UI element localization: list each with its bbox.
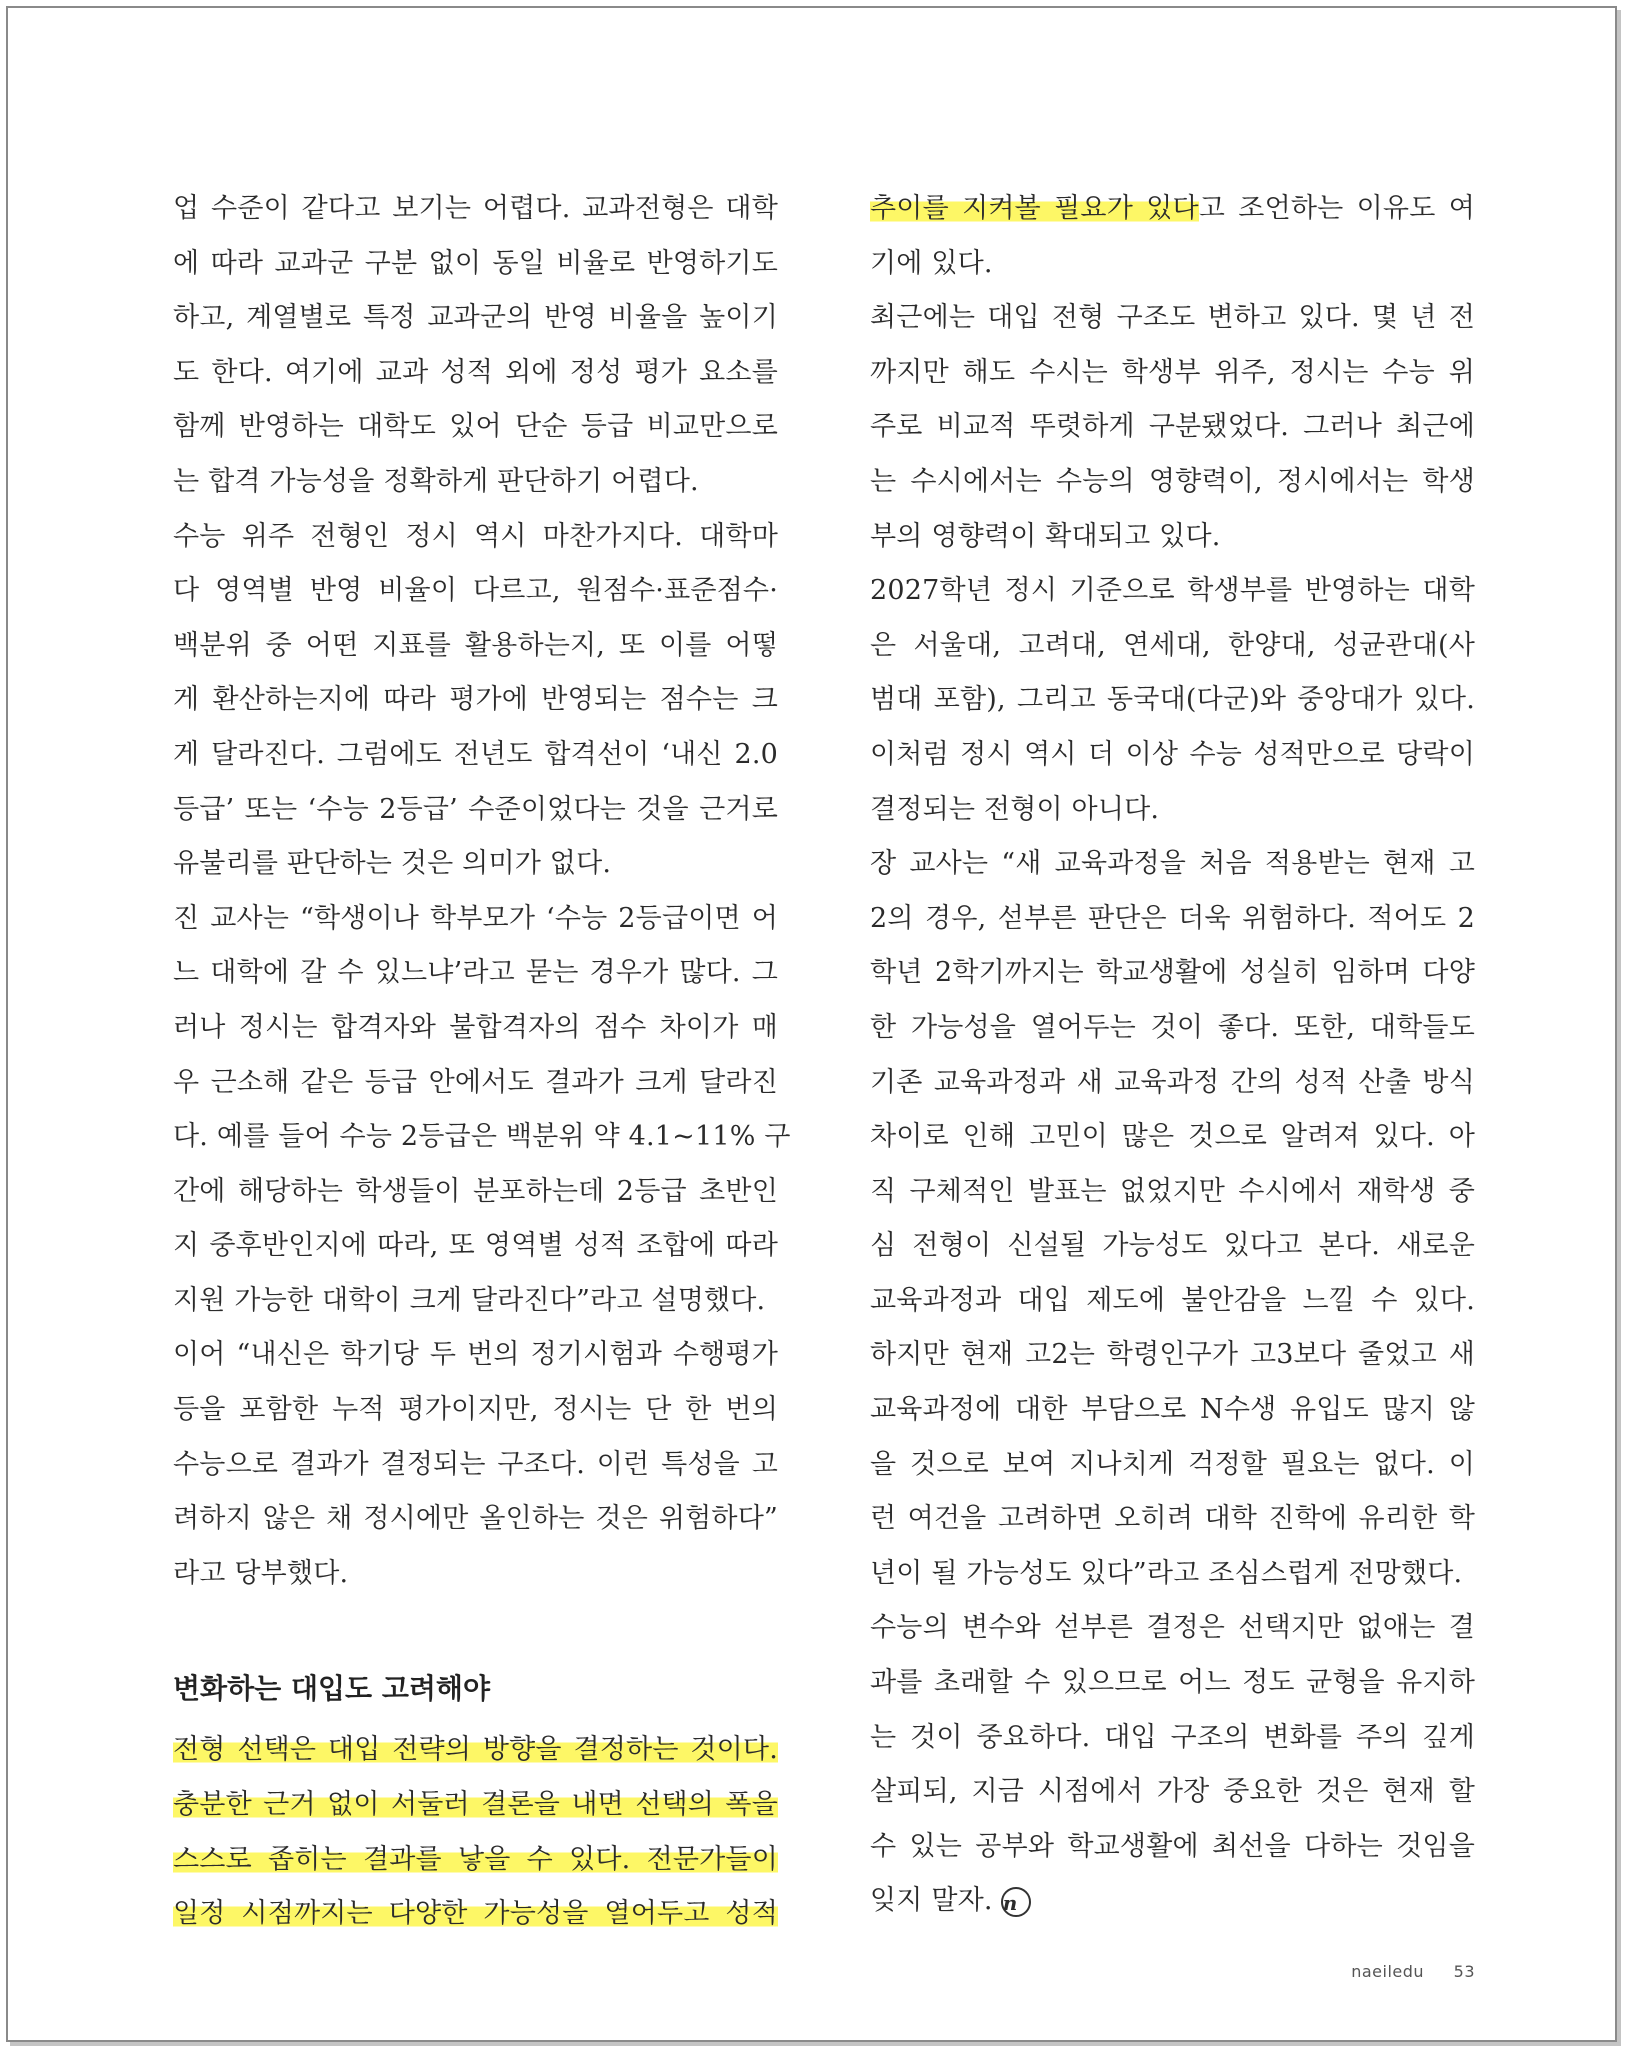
text-line: 다. 예를 들어 수능 2등급은 백분위 약 4.1~11% 구: [173, 1121, 791, 1153]
text-line: 느 대학에 갈 수 있느냐’라고 묻는 경우가 많다. 그: [173, 957, 778, 989]
text-line: 최근에는 대입 전형 구조도 변하고 있다. 몇 년 전: [870, 302, 1475, 334]
text-line: 라고 당부했다.: [173, 1557, 349, 1589]
text-line: 는 것이 중요하다. 대입 구조의 변화를 주의 깊게: [870, 1721, 1475, 1753]
text-line: [870, 182, 1475, 237]
text-line: 결정되는 전형이 아니다.: [870, 793, 1160, 825]
end-mark-icon: n: [1001, 1887, 1031, 1917]
page-number: 53: [1453, 1962, 1475, 1981]
text-line: 게 환산하는지에 따라 평가에 반영되는 점수는 크: [173, 684, 778, 716]
paragraph-left-2: [173, 510, 778, 892]
text-line-highlighted: [173, 1723, 778, 1778]
text-line: 직 구체적인 발표는 없었지만 수시에서 재학생 중: [870, 1175, 1475, 1207]
text-line: 2의 경우, 섣부른 판단은 더욱 위험하다. 적어도 2: [870, 902, 1475, 934]
text-line: 수능의 변수와 섣부른 결정은 선택지만 없애는 결: [870, 1612, 1475, 1644]
text-line: 살피되, 지금 시점에서 가장 중요한 것은 현재 할: [870, 1776, 1475, 1808]
text-line: 다 영역별 반영 비율이 다르고, 원점수·표준점수·: [173, 575, 778, 607]
text-line: 우 근소해 같은 등급 안에서도 결과가 크게 달라진: [173, 1066, 778, 1098]
paragraph-left-3: [173, 892, 791, 1329]
publication-name: naeiledu: [1351, 1962, 1425, 1981]
paragraph-left-1: [173, 182, 778, 510]
text-line: 등을 포함한 누적 평가이지만, 정시는 단 한 번의: [173, 1394, 778, 1426]
text-line: 수능으로 결과가 결정되는 구조다. 이런 특성을 고: [173, 1448, 778, 1480]
text-line: 런 여건을 고려하면 오히려 대학 진학에 유리한 학: [870, 1503, 1475, 1535]
paragraph-right-3: [870, 564, 1475, 837]
paragraph-right-2: [870, 291, 1475, 564]
text-line: 심 전형이 신설될 가능성도 있다고 본다. 새로운: [870, 1230, 1475, 1262]
text-line: 교육과정과 대입 제도에 불안감을 느낄 수 있다.: [870, 1284, 1475, 1316]
text-line: 유불리를 판단하는 것은 의미가 없다.: [173, 848, 612, 880]
highlight: 스스로 좁히는 결과를 낳을 수 있다. 전문가들이: [173, 1843, 778, 1875]
text-line: 는 합격 가능성을 정확하게 판단하기 어렵다.: [173, 465, 699, 497]
text-line-highlighted: [173, 1833, 778, 1888]
text-line: 년이 될 가능성도 있다”라고 조심스럽게 전망했다.: [870, 1557, 1463, 1589]
text-line: 까지만 해도 수시는 학생부 위주, 정시는 수능 위: [870, 356, 1475, 388]
text-line: 과를 초래할 수 있으므로 어느 정도 균형을 유지하: [870, 1667, 1475, 1699]
text-line: 지 중후반인지에 따라, 또 영역별 성적 조합에 따라: [173, 1230, 778, 1262]
text-line: 수 있는 공부와 학교생활에 최선을 다하는 것임을: [870, 1830, 1475, 1862]
paragraph-right-1: [870, 182, 1475, 291]
paragraph-left-4: [173, 1328, 778, 1601]
text-line: 기존 교육과정과 새 교육과정 간의 성적 산출 방식: [870, 1066, 1475, 1098]
text-line: 진 교사는 “학생이나 학부모가 ‘수능 2등급이면 어: [173, 902, 778, 934]
highlight: 추이를 지켜볼 필요가 있다: [870, 193, 1199, 224]
text-line: 2027학년 정시 기준으로 학생부를 반영하는 대학: [870, 575, 1475, 607]
text-line-highlighted: [173, 1778, 778, 1833]
text-line: 범대 포함), 그리고 동국대(다군)와 중앙대가 있다.: [870, 684, 1475, 716]
text-line: 도 한다. 여기에 교과 성적 외에 정성 평가 요소를: [173, 356, 778, 388]
text-line: 업 수준이 같다고 보기는 어렵다. 교과전형은 대학: [173, 193, 778, 224]
text-line: [870, 1874, 1475, 1929]
text-line: 는 수시에서는 수능의 영향력이, 정시에서는 학생: [870, 465, 1475, 497]
paragraph-right-5: [870, 1601, 1475, 1929]
section-heading: 변화하는 대입도 고려해야: [173, 1672, 491, 1706]
text-line: 하고, 계열별로 특정 교과군의 반영 비율을 높이기: [173, 302, 778, 334]
text-line: 수능 위주 전형인 정시 역시 마찬가지다. 대학마: [173, 520, 778, 552]
text-line: 에 따라 교과군 구분 없이 동일 비율로 반영하기도: [173, 247, 778, 279]
text-line: 간에 해당하는 학생들이 분포하는데 2등급 초반인: [173, 1175, 778, 1207]
text-line: 게 달라진다. 그럼에도 전년도 합격선이 ‘내신 2.0: [173, 738, 778, 770]
text-line: 지원 가능한 대학이 크게 달라진다”라고 설명했다.: [173, 1284, 766, 1316]
text-line: 러나 정시는 합격자와 불합격자의 점수 차이가 매: [173, 1011, 778, 1043]
text-line: 등급’ 또는 ‘수능 2등급’ 수준이었다는 것을 근거로: [173, 793, 778, 825]
text-line: 이처럼 정시 역시 더 이상 수능 성적만으로 당락이: [870, 738, 1475, 770]
text-line: 한 가능성을 열어두는 것이 좋다. 또한, 대학들도: [870, 1011, 1475, 1043]
text-line-highlighted: [173, 1887, 778, 1942]
highlight: 일정 시점까지는 다양한 가능성을 열어두고 성적: [173, 1898, 778, 1930]
text-line: 백분위 중 어떤 지표를 활용하는지, 또 이를 어떻: [173, 629, 778, 661]
text-line: 주로 비교적 뚜렷하게 구분됐었다. 그러나 최근에: [870, 411, 1475, 443]
text-line: 교육과정에 대한 부담으로 N수생 유입도 많지 않: [870, 1394, 1475, 1426]
text-line: 하지만 현재 고2는 학령인구가 고3보다 줄었고 새: [870, 1339, 1475, 1371]
right-column: [870, 182, 1475, 1929]
text-span: 잊지 말자.: [870, 1885, 993, 1917]
text-line: 학년 2학기까지는 학교생활에 성실히 임하며 다양: [870, 957, 1475, 989]
text-line: 려하지 않은 채 정시에만 올인하는 것은 위험하다”: [173, 1503, 778, 1535]
page-footer: [1351, 1962, 1475, 1981]
paragraph-right-4: [870, 837, 1475, 1601]
text-line: 장 교사는 “새 교육과정을 처음 적용받는 현재 고: [870, 848, 1475, 880]
text-line: 부의 영향력이 확대되고 있다.: [870, 520, 1221, 552]
left-column: [173, 182, 791, 1942]
text-line: 함께 반영하는 대학도 있어 단순 등급 비교만으로: [173, 411, 778, 443]
text-line: 이어 “내신은 학기당 두 번의 정기시험과 수행평가: [173, 1339, 778, 1371]
highlight: 충분한 근거 없이 서둘러 결론을 내면 선택의 폭을: [173, 1789, 778, 1821]
text-line: 은 서울대, 고려대, 연세대, 한양대, 성균관대(사: [870, 629, 1475, 661]
highlight: 전형 선택은 대입 전략의 방향을 결정하는 것이다.: [173, 1734, 778, 1766]
text-span: 고 조언하는 이유도 여: [1198, 193, 1475, 224]
paragraph-left-5-highlighted: [173, 1723, 778, 1941]
text-line: 기에 있다.: [870, 247, 993, 279]
text-line: 을 것으로 보여 지나치게 걱정할 필요는 없다. 이: [870, 1448, 1475, 1480]
text-line: 차이로 인해 고민이 많은 것으로 알려져 있다. 아: [870, 1121, 1475, 1153]
